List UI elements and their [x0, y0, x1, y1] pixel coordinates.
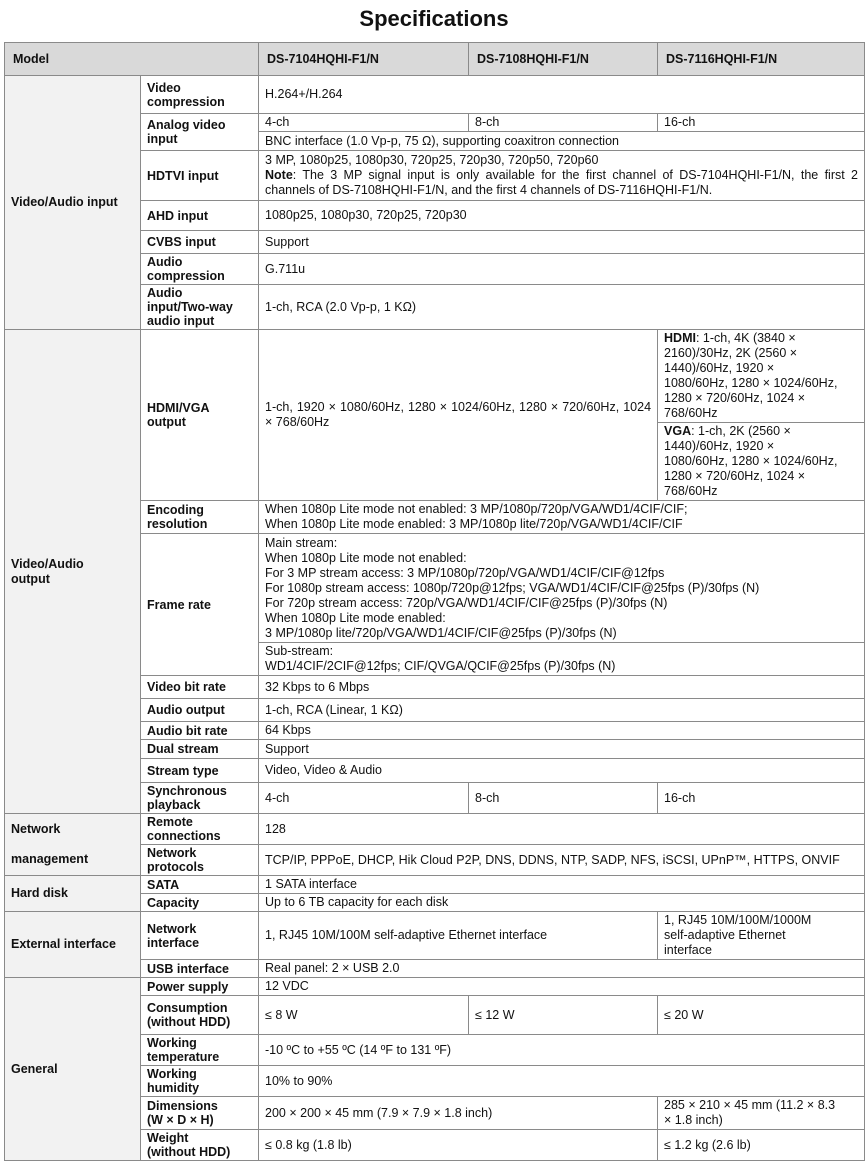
row-value-vga	[658, 423, 865, 501]
row-label: CVBS input	[141, 231, 259, 254]
row-label: Synchronous playback	[141, 783, 259, 814]
row-label: Audio output	[141, 699, 259, 722]
section-network-management: Network management	[5, 814, 141, 876]
row-value: Support	[259, 740, 865, 759]
row-value: 8-ch	[469, 114, 658, 132]
row-value: ≤ 0.8 kg (1.8 lb)	[259, 1130, 658, 1161]
note-text: : The 3 MP signal input is only available for the first channel of DS-7104HQHI-F1/N, the first 2 channels of DS-7108HQHI-F1/N, and the first 4 channels of DS-7116HQHI-F1/N.	[265, 168, 859, 197]
hdmi-value: : 1-ch, 4K (3840 × 2160)/30Hz, 2K (2560 × 1440)/60Hz, 1920 × 1080/60Hz, 1280 × 1024/60Hz, 1280 × 720/60Hz, 1024 × 768/60Hz	[664, 331, 838, 420]
row-value: 8-ch	[469, 783, 658, 814]
hdmi-label: HDMI	[664, 331, 696, 345]
row-value: When 1080p Lite mode not enabled: 3 MP/1080p/720p/VGA/WD1/4CIF/CIF; When 1080p Lite mode enabled: 3 MP/1080p lite/720p/VGA/WD1/4CIF/CIF	[259, 501, 865, 534]
section-video-audio-input: Video/Audio input	[5, 76, 141, 330]
row-label: Power supply	[141, 978, 259, 996]
row-value: G.711u	[259, 254, 865, 285]
model-name: DS-7116HQHI-F1/N	[658, 43, 865, 76]
row-value: Main stream: When 1080p Lite mode not enabled: For 3 MP stream access: 3 MP/1080p/720p/VGA/WD1/4CIF/CIF@12fps For 1080p stream access: 1080p/720p@12fps; VGA/WD1/4CIF/CIF@25fps (P)/30fps (N) For 720p stream access: 720p/VGA/WD1/4CIF/CIF@25fps (P)/30fps (N) When 1080p Lite mode enabled: 3 MP/1080p lite/720p/VGA/WD1/4CIF/CIF@25fps (P)/30fps (N)	[259, 534, 865, 643]
row-value: 128	[259, 814, 865, 845]
row-value: H.264+/H.264	[259, 76, 865, 114]
vga-value: : 1-ch, 2K (2560 × 1440)/60Hz, 1920 × 1080/60Hz, 1280 × 1024/60Hz, 1280 × 720/60Hz, 1024 × 768/60Hz	[664, 424, 838, 498]
header-row	[5, 43, 865, 76]
row-value: Sub-stream: WD1/4CIF/2CIF@12fps; CIF/QVGA/QCIF@25fps (P)/30fps (N)	[259, 643, 865, 676]
row-value: Video, Video & Audio	[259, 759, 865, 783]
row-value: 285 × 210 × 45 mm (11.2 × 8.3 × 1.8 inch)	[658, 1097, 865, 1130]
row-value: 16-ch	[658, 783, 865, 814]
row-value-hdmi	[658, 330, 865, 423]
row-value: 1080p25, 1080p30, 720p25, 720p30	[259, 201, 865, 231]
section-video-audio-output: Video/Audio output	[5, 330, 141, 814]
row-label: AHD input	[141, 201, 259, 231]
row-label: Frame rate	[141, 534, 259, 676]
row-value: 1, RJ45 10M/100M/1000M self-adaptive Ethernet interface	[658, 912, 865, 960]
row-value: BNC interface (1.0 Vp-p, 75 Ω), supporting coaxitron connection	[259, 132, 865, 151]
spec-table	[4, 42, 865, 1161]
row-value: 12 VDC	[259, 978, 865, 996]
row-value: 1-ch, RCA (Linear, 1 KΩ)	[259, 699, 865, 722]
row-value: ≤ 12 W	[469, 996, 658, 1035]
row-label: USB interface	[141, 960, 259, 978]
row-label: Analog video input	[141, 114, 259, 151]
row-label: Video compression	[141, 76, 259, 114]
row-value: 32 Kbps to 6 Mbps	[259, 676, 865, 699]
row-value: 10% to 90%	[259, 1066, 865, 1097]
row-value: 64 Kbps	[259, 722, 865, 740]
row-value: 4-ch	[259, 783, 469, 814]
row-value: ≤ 8 W	[259, 996, 469, 1035]
model-name: DS-7104HQHI-F1/N	[259, 43, 469, 76]
section-hard-disk: Hard disk	[5, 876, 141, 912]
spec-row	[5, 814, 865, 845]
row-value: Up to 6 TB capacity for each disk	[259, 894, 865, 912]
row-label: Encoding resolution	[141, 501, 259, 534]
row-value: 1 SATA interface	[259, 876, 865, 894]
row-value: Support	[259, 231, 865, 254]
row-value: Real panel: 2 × USB 2.0	[259, 960, 865, 978]
model-name: DS-7108HQHI-F1/N	[469, 43, 658, 76]
row-value	[259, 151, 865, 201]
row-value: 1-ch, RCA (2.0 Vp-p, 1 KΩ)	[259, 285, 865, 330]
note-label: Note	[265, 168, 293, 182]
row-label: Video bit rate	[141, 676, 259, 699]
row-label: Audio input/Two-way audio input	[141, 285, 259, 330]
spec-row	[5, 912, 865, 960]
row-label: Consumption (without HDD)	[141, 996, 259, 1035]
row-label: Dimensions (W × D × H)	[141, 1097, 259, 1130]
row-label: Working humidity	[141, 1066, 259, 1097]
row-label: Weight (without HDD)	[141, 1130, 259, 1161]
spec-row	[5, 978, 865, 996]
row-label: Capacity	[141, 894, 259, 912]
row-label: Working temperature	[141, 1035, 259, 1066]
vga-label: VGA	[664, 424, 692, 438]
row-label: Remote connections	[141, 814, 259, 845]
section-general: General	[5, 978, 141, 1161]
spec-row	[5, 76, 865, 114]
row-value: 4-ch	[259, 114, 469, 132]
row-label: Network protocols	[141, 845, 259, 876]
spec-row	[5, 876, 865, 894]
row-value: 1-ch, 1920 × 1080/60Hz, 1280 × 1024/60Hz, 1280 × 720/60Hz, 1024 × 768/60Hz	[259, 330, 658, 501]
spec-row	[5, 330, 865, 423]
row-label: Audio compression	[141, 254, 259, 285]
section-external-interface: External interface	[5, 912, 141, 978]
row-label: Stream type	[141, 759, 259, 783]
row-label: SATA	[141, 876, 259, 894]
row-value: 200 × 200 × 45 mm (7.9 × 7.9 × 1.8 inch)	[259, 1097, 658, 1130]
row-label: Dual stream	[141, 740, 259, 759]
row-value: 16-ch	[658, 114, 865, 132]
page-title: Specifications	[359, 6, 509, 31]
row-value: 1, RJ45 10M/100M self-adaptive Ethernet interface	[259, 912, 658, 960]
row-label: Network interface	[141, 912, 259, 960]
model-label: Model	[5, 43, 259, 76]
row-label: HDTVI input	[141, 151, 259, 201]
row-label: HDMI/VGA output	[141, 330, 259, 501]
row-value: ≤ 20 W	[658, 996, 865, 1035]
row-value: -10 ºC to +55 ºC (14 ºF to 131 ºF)	[259, 1035, 865, 1066]
row-label: Audio bit rate	[141, 722, 259, 740]
row-value: ≤ 1.2 kg (2.6 lb)	[658, 1130, 865, 1161]
row-value: TCP/IP, PPPoE, DHCP, Hik Cloud P2P, DNS, DDNS, NTP, SADP, NFS, iSCSI, UPnP™, HTTPS, ONVIF	[259, 845, 865, 876]
hdtvi-formats: 3 MP, 1080p25, 1080p30, 720p25, 720p30, 720p50, 720p60	[265, 153, 599, 167]
